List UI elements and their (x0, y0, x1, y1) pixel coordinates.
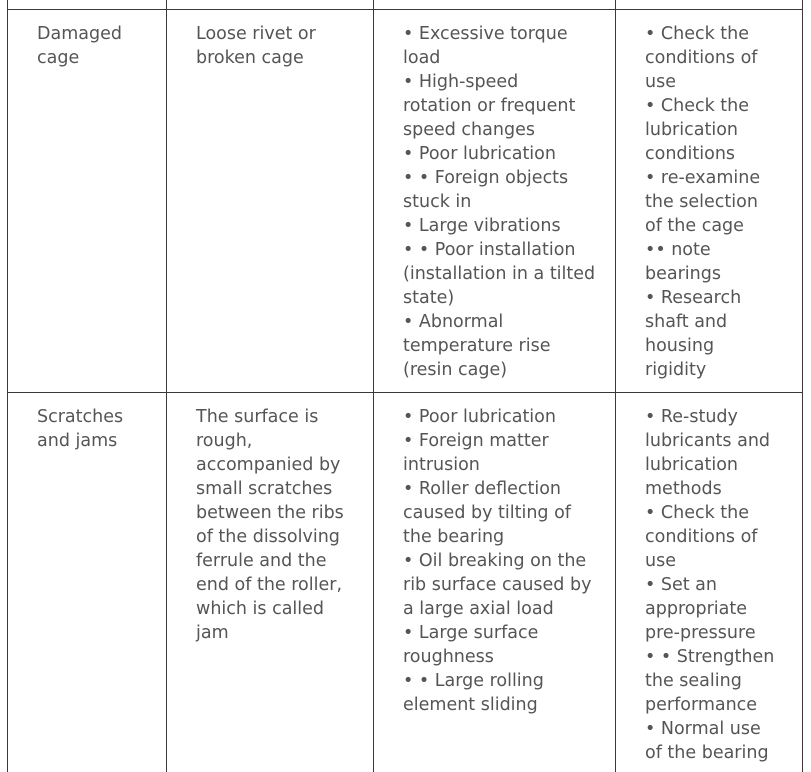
table-cell: • Re-study lubricants and lubrication methods • Check the conditions of use • Set an appropriate pre-pressure • • Strengthen the sealing performance • Normal use of the bearing (645, 407, 775, 763)
row-divider (7, 9, 803, 10)
table-cell: • Excessive torque load • High-speed rotation or frequent speed changes • Poor lubrication • • Foreign objects stuck in • Large vibrations • • Poor installation (installation in a tilted state) • Abnormal temperature rise (resin cage) (403, 24, 596, 380)
table-cell: Scratches and jams (37, 407, 124, 451)
row-divider (7, 392, 803, 393)
table-cell: Damaged cage (37, 24, 122, 68)
table-cell: • Check the conditions of use • Check the lubrication conditions • re-examine the selection of the cage •• note bearings • Research shaft and housing rigidity (645, 24, 761, 380)
table-border-left (7, 0, 8, 772)
column-divider (166, 0, 167, 772)
column-divider (615, 0, 616, 772)
table-cell: • Poor lubrication • Foreign matter intrusion • Roller deflection caused by tilting of the bearing • Oil breaking on the rib surface caused by a large axial load • Large surface roughness • • Large rolling element sliding (403, 407, 592, 715)
table-cell: The surface is rough, accompanied by small scratches between the ribs of the dissolving ferrule and the end of the roller, which is called jam (196, 407, 344, 643)
column-divider (373, 0, 374, 772)
table-cell: Loose rivet or broken cage (196, 24, 316, 68)
table-border-right (802, 0, 803, 772)
